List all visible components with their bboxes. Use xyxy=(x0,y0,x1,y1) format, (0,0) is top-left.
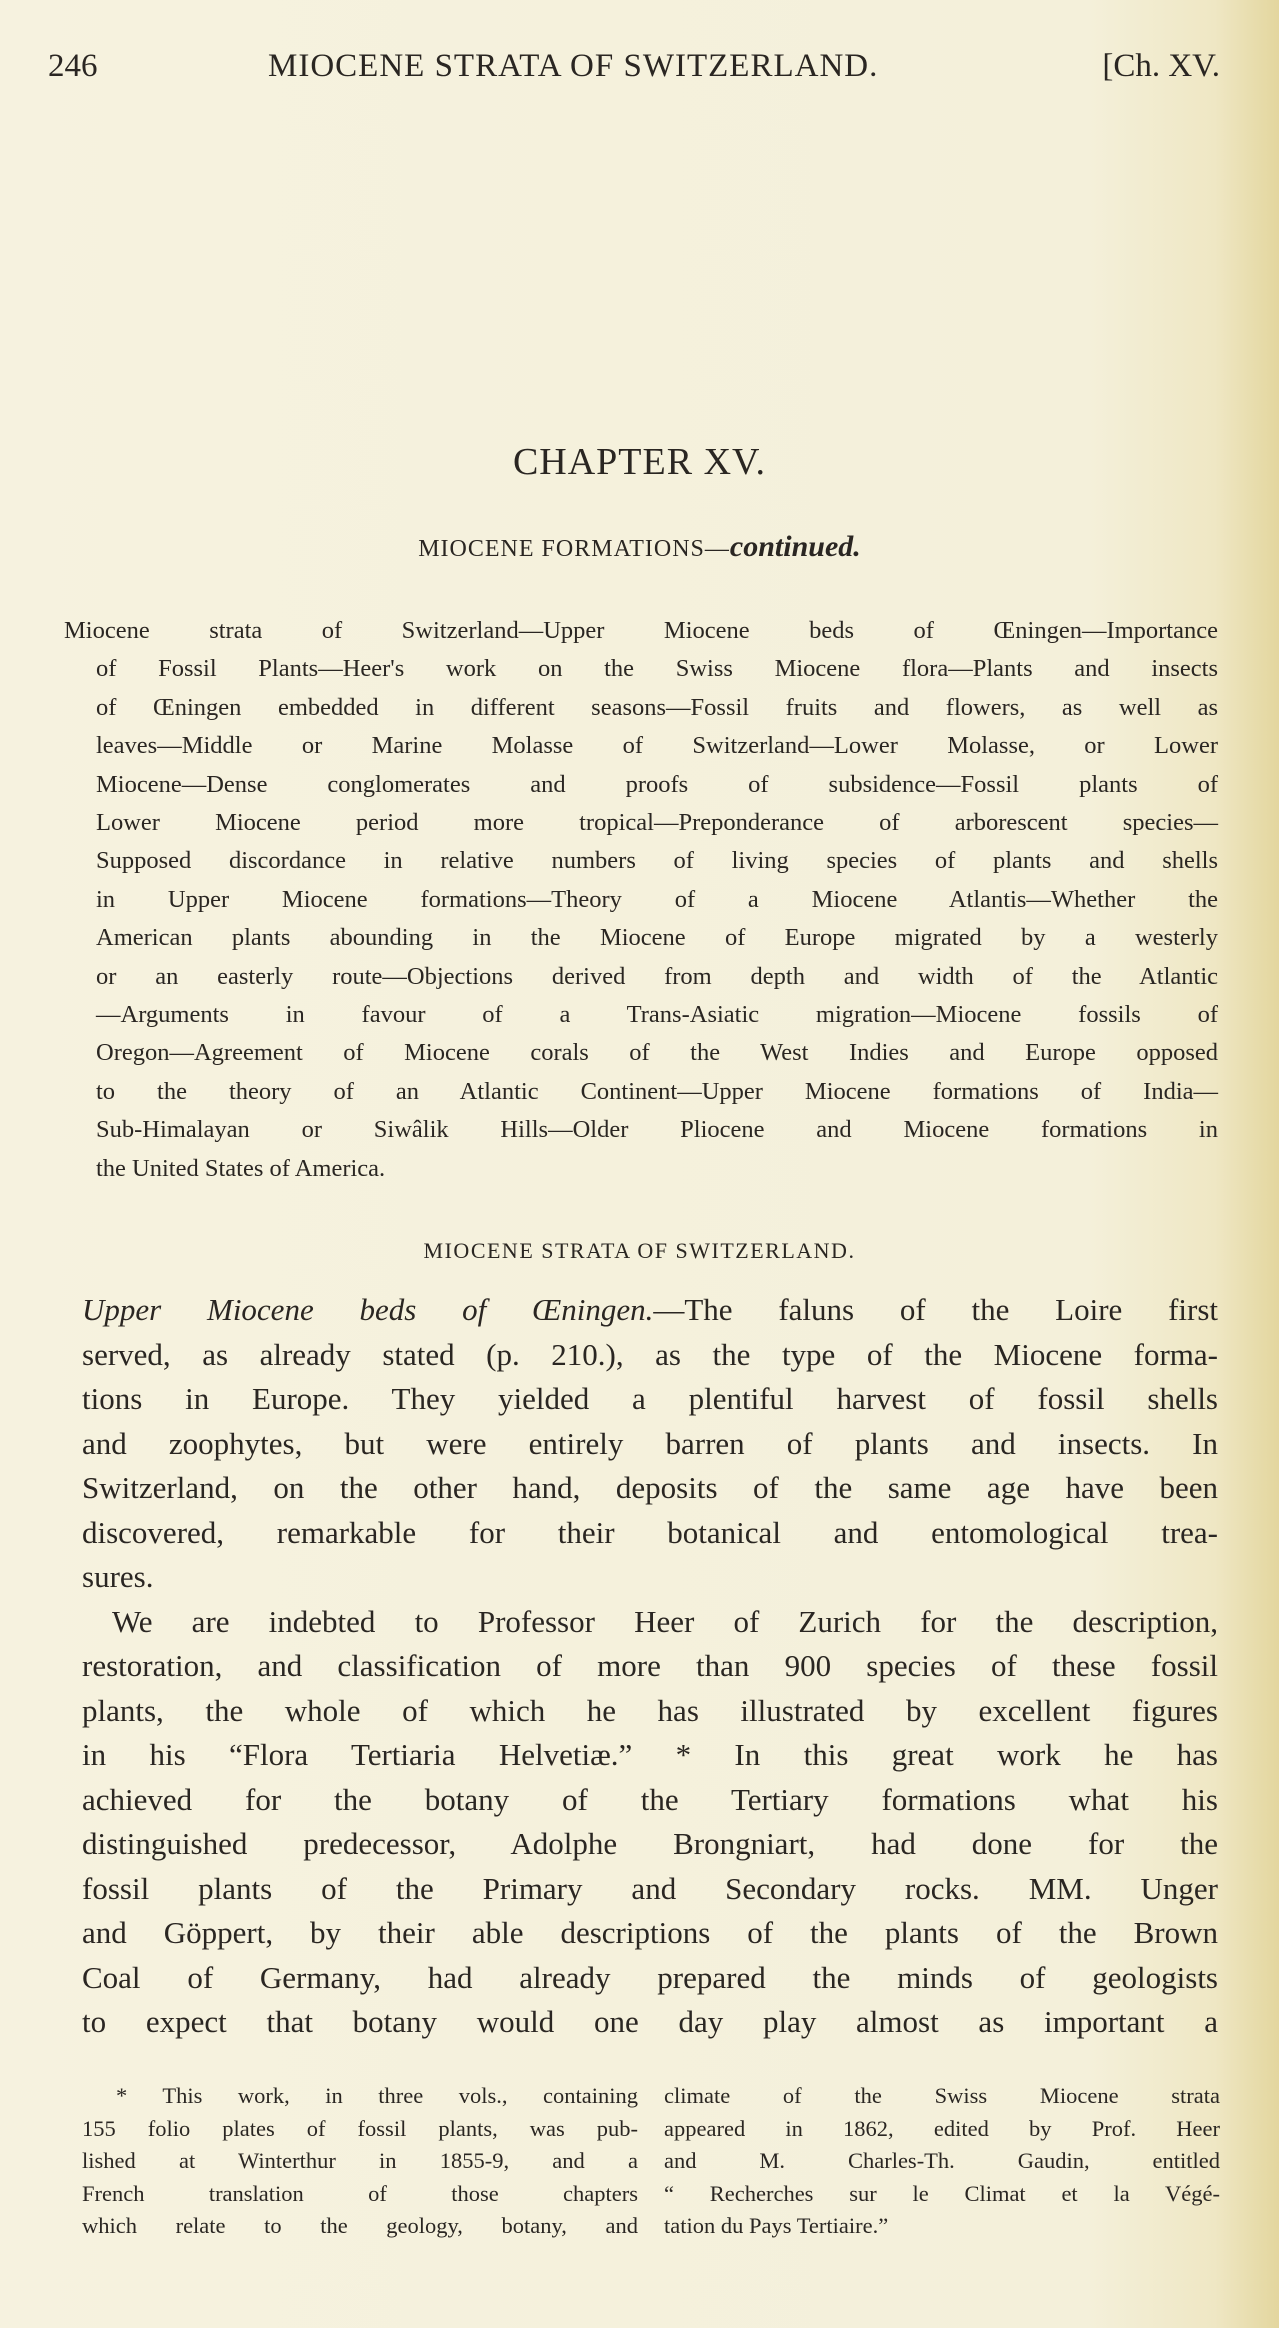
footnote-line: which relate to the geology, botany, and xyxy=(82,2213,638,2238)
body-line: Coal of Germany, had already prepared the minds of geologists xyxy=(82,1959,1218,1995)
summary-line: of Fossil Plants—Heer's work on the Swiss Miocene flora—Plants and insects xyxy=(96,655,1218,683)
footnote-line: lished at Winterthur in 1855-9, and a xyxy=(82,2148,638,2173)
body-line: distinguished predecessor, Adolphe Brongniart, had done for the xyxy=(82,1826,1218,1861)
summary-line: —Arguments in favour of a Trans-Asiatic migration—Miocene fossils of xyxy=(96,1001,1218,1029)
footnote-line: 155 folio plates of fossil plants, was pub- xyxy=(82,2115,638,2141)
chapter-summary xyxy=(64,612,1218,1188)
body-line: Switzerland, on the other hand, deposits of the same age have been xyxy=(82,1470,1218,1505)
summary-line: Sub-Himalayan or Siwâlik Hills—Older Pliocene and Miocene formations in xyxy=(96,1116,1218,1144)
body-line: fossil plants of the Primary and Secondary rocks. MM. Unger xyxy=(82,1870,1218,1906)
body-line: and zoophytes, but were entirely barren of plants and insects. In xyxy=(82,1425,1218,1461)
body-line: achieved for the botany of the Tertiary formations what his xyxy=(82,1781,1218,1817)
body-line xyxy=(82,1288,1218,1333)
summary-line: American plants abounding in the Miocene of Europe migrated by a westerly xyxy=(96,924,1218,952)
footnote-line: climate of the Swiss Miocene strata xyxy=(664,2083,1220,2108)
chapter-subtitle xyxy=(0,530,1279,564)
body-line: discovered, remarkable for their botanical and entomological trea- xyxy=(82,1514,1218,1550)
footnote-line: “ Recherches sur le Climat et la Végé- xyxy=(664,2180,1220,2206)
body-line: restoration, and classification of more than 900 species of these fossil xyxy=(82,1648,1218,1683)
chapter-subtitle-caps: MIOCENE FORMATIONS— xyxy=(418,536,730,562)
footnote-line: tation du Pays Tertiaire.” xyxy=(664,2213,889,2238)
summary-line: of Œningen embedded in different seasons—Fossil fruits and flowers, as well as xyxy=(96,693,1218,721)
running-head-chapter: [Ch. XV. xyxy=(1102,48,1220,84)
summary-line: Miocene—Dense conglomerates and proofs of subsidence—Fossil plants of xyxy=(96,770,1218,798)
body-lead-italic: Upper Miocene beds of Œningen. xyxy=(82,1292,654,1327)
body-text xyxy=(82,1288,1218,2045)
body-line: We are indebted to Professor Heer of Zurich for the description, xyxy=(112,1603,1218,1639)
footnote-line: * This work, in three vols., containing xyxy=(116,2083,638,2108)
body-lead-rest: —The faluns of the Loire first xyxy=(653,1292,1218,1327)
body-line: served, as already stated (p. 210.), as the type of the Miocene forma- xyxy=(82,1336,1218,1372)
footnote-right-column xyxy=(664,2080,1220,2243)
summary-line: leaves—Middle or Marine Molasse of Switzerland—Lower Molasse, or Lower xyxy=(96,732,1218,760)
footnote-left-column xyxy=(82,2080,638,2243)
body-line: tions in Europe. They yielded a plentiful harvest of fossil shells xyxy=(82,1381,1218,1416)
chapter-subtitle-italic: continued. xyxy=(729,530,861,563)
body-line: sures. xyxy=(82,1559,154,1594)
body-line: plants, the whole of which he has illustrated by excellent figures xyxy=(82,1692,1218,1728)
summary-line: in Upper Miocene formations—Theory of a Miocene Atlantis—Whether the xyxy=(96,885,1218,913)
summary-line: the United States of America. xyxy=(96,1154,386,1182)
page-number: 246 xyxy=(48,48,98,84)
summary-line: Supposed discordance in relative numbers of living species of plants and shells xyxy=(96,847,1218,875)
summary-line: Oregon—Agreement of Miocene corals of the West Indies and Europe opposed xyxy=(96,1039,1218,1067)
body-line: in his “Flora Tertiaria Helvetiæ.” * In this great work he has xyxy=(82,1737,1218,1772)
running-head xyxy=(48,48,1220,98)
body-line: and Göppert, by their able descriptions of the plants of the Brown xyxy=(82,1915,1218,1950)
summary-line: Miocene strata of Switzerland—Upper Miocene beds of Œningen—Importance xyxy=(64,617,1218,644)
summary-line: Lower Miocene period more tropical—Preponderance of arborescent species— xyxy=(96,809,1218,837)
summary-line: to the theory of an Atlantic Continent—Upper Miocene formations of India— xyxy=(96,1077,1218,1105)
chapter-title: CHAPTER XV. xyxy=(512,441,767,483)
section-heading: MIOCENE STRATA OF SWITZERLAND. xyxy=(423,1238,856,1263)
summary-line: or an easterly route—Objections derived from depth and width of the Atlantic xyxy=(96,962,1218,990)
footnote-line: French translation of those chapters xyxy=(82,2180,638,2206)
body-line: to expect that botany would one day play almost as important a xyxy=(82,2004,1218,2039)
footnote-line: appeared in 1862, edited by Prof. Heer xyxy=(664,2115,1220,2141)
running-head-title: MIOCENE STRATA OF SWITZERLAND. xyxy=(268,48,879,84)
footnote-line: and M. Charles-Th. Gaudin, entitled xyxy=(664,2148,1220,2173)
